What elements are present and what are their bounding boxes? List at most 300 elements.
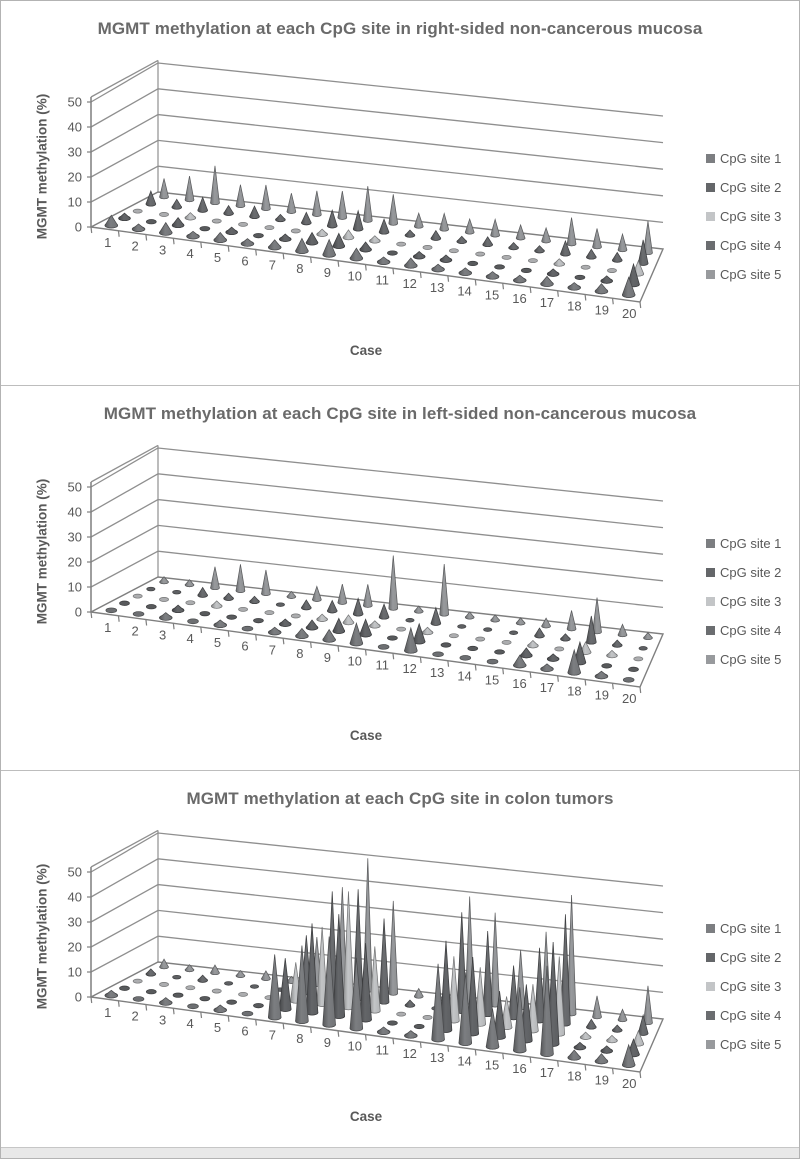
- wall-top-edge: [91, 445, 158, 482]
- cone: [160, 959, 169, 969]
- x-tick: [366, 1035, 367, 1041]
- x-tick-label: 10: [347, 268, 363, 284]
- x-tick-label: 13: [429, 1049, 445, 1065]
- x-tick: [448, 661, 449, 667]
- x-tick-label: 3: [159, 242, 167, 258]
- x-tick: [91, 997, 92, 1003]
- x-axis-title: Case: [349, 728, 383, 743]
- x-tick-label: 17: [539, 679, 555, 695]
- cone: [593, 228, 602, 248]
- cone-flat: [253, 1003, 263, 1007]
- cone-flat: [250, 985, 258, 989]
- cone: [389, 901, 398, 995]
- legend-swatch-icon: [706, 154, 715, 163]
- cone-flat: [186, 986, 195, 990]
- x-tick-label: 20: [622, 1076, 637, 1092]
- cone-flat: [468, 646, 478, 650]
- x-tick-label: 12: [402, 1046, 417, 1062]
- legend-label: CpG site 4: [720, 623, 782, 638]
- legend-item: [706, 972, 781, 1001]
- x-tick: [393, 1038, 394, 1044]
- x-tick: [558, 1061, 559, 1067]
- y-tick-label: 50: [67, 864, 82, 880]
- chart-title: MGMT methylation at each CpG site in left-sided non-cancerous mucosa: [103, 404, 697, 423]
- cone-flat: [227, 1000, 237, 1004]
- x-tick-label: 16: [512, 1061, 527, 1077]
- x-tick-label: 11: [375, 657, 389, 673]
- cone-flat: [502, 255, 511, 259]
- legend-label: CpG site 5: [720, 1037, 782, 1052]
- legend-item: [706, 529, 781, 558]
- chart-title: MGMT methylation at each CpG site in right-sided non-cancerous mucosa: [97, 19, 703, 38]
- cone-flat: [146, 604, 156, 608]
- y-tick-label: 10: [67, 194, 82, 210]
- x-tick: [558, 676, 559, 682]
- x-tick: [311, 642, 312, 648]
- y-axis-title: MGMT methylation (%): [34, 863, 50, 1010]
- cone-flat: [575, 275, 585, 279]
- x-axis-title: Case: [349, 343, 383, 358]
- cone-flat: [528, 259, 537, 263]
- x-tick-label: 1: [104, 234, 112, 250]
- legend-item: [706, 173, 781, 202]
- x-tick: [530, 1057, 531, 1063]
- legend-item: [706, 202, 781, 231]
- x-tick-label: 4: [186, 631, 194, 647]
- cone-flat: [458, 625, 466, 629]
- cone: [160, 178, 169, 198]
- cone-flat: [227, 615, 237, 619]
- cone-flat: [159, 212, 168, 216]
- cone: [236, 564, 245, 592]
- x-tick: [256, 1020, 257, 1026]
- x-tick: [393, 653, 394, 659]
- y-axis-title: MGMT methylation (%): [34, 478, 50, 625]
- y-tick-label: 40: [67, 504, 82, 520]
- x-tick: [338, 646, 339, 652]
- cone-flat: [433, 652, 444, 657]
- x-axis-title: Case: [349, 1109, 383, 1124]
- legend-swatch-icon: [706, 241, 715, 250]
- cone-flat: [238, 607, 247, 611]
- cone-chart-plot: [1, 386, 800, 748]
- legend-label: CpG site 5: [720, 652, 782, 667]
- cone: [363, 186, 372, 222]
- x-tick: [613, 298, 614, 304]
- x-tick: [585, 295, 586, 301]
- cone-flat: [212, 989, 221, 993]
- x-tick-label: 1: [104, 1004, 112, 1020]
- cone-flat: [607, 269, 616, 273]
- x-tick-label: 3: [159, 1012, 167, 1028]
- cone-flat: [133, 612, 144, 617]
- legend-label: CpG site 1: [720, 151, 782, 166]
- legend-swatch-icon: [706, 183, 715, 192]
- legend-swatch-icon: [706, 1040, 715, 1049]
- cone-flat: [133, 997, 144, 1002]
- legend-item: [706, 558, 781, 587]
- gridline: [91, 859, 663, 913]
- x-tick: [448, 1046, 449, 1052]
- chart-panel-right-sided-mucosa: [1, 1, 799, 386]
- cone-flat: [487, 659, 498, 664]
- x-tick-label: 4: [186, 246, 194, 262]
- chart-legend: [706, 529, 781, 674]
- x-tick-label: 8: [296, 646, 304, 662]
- cone: [261, 570, 270, 596]
- cone: [567, 611, 576, 631]
- cone-flat: [119, 986, 129, 990]
- legend-label: CpG site 2: [720, 565, 782, 580]
- x-tick-label: 14: [457, 1053, 472, 1069]
- cone-flat: [146, 219, 156, 223]
- x-tick-label: 11: [375, 1042, 389, 1058]
- legend-item: [706, 587, 781, 616]
- gridline: [91, 89, 663, 143]
- x-tick: [640, 687, 641, 693]
- x-tick: [448, 276, 449, 282]
- x-tick: [338, 261, 339, 267]
- x-tick: [283, 1023, 284, 1029]
- x-tick-label: 7: [268, 1027, 277, 1043]
- cone-flat: [253, 233, 263, 237]
- cone-flat: [224, 982, 232, 986]
- x-tick-label: 20: [622, 306, 637, 322]
- x-tick-label: 17: [539, 1064, 555, 1080]
- cone-flat: [133, 209, 142, 213]
- x-tick: [118, 231, 119, 237]
- x-tick: [585, 1065, 586, 1071]
- x-tick: [420, 272, 421, 278]
- cone-flat: [406, 618, 414, 622]
- cone-flat: [397, 242, 406, 246]
- x-tick-label: 5: [213, 634, 222, 650]
- legend-swatch-icon: [706, 626, 715, 635]
- cone: [542, 618, 551, 628]
- x-tick-label: 19: [594, 687, 610, 703]
- y-tick-label: 30: [67, 914, 82, 930]
- y-tick-label: 20: [67, 169, 82, 185]
- legend-item: [706, 231, 781, 260]
- x-tick: [503, 283, 504, 289]
- legend-swatch-icon: [706, 539, 715, 548]
- x-tick-label: 18: [567, 298, 582, 314]
- legend-item: [706, 914, 781, 943]
- x-tick: [640, 1072, 641, 1078]
- x-tick-label: 14: [457, 283, 472, 299]
- x-tick-label: 9: [323, 264, 331, 280]
- cone-flat: [397, 627, 406, 631]
- legend-label: CpG site 2: [720, 180, 782, 195]
- x-tick-label: 2: [131, 623, 139, 639]
- x-tick-label: 15: [484, 672, 500, 688]
- cone-flat: [159, 597, 168, 601]
- cone-flat: [238, 222, 247, 226]
- x-tick-label: 11: [375, 272, 389, 288]
- x-tick: [118, 616, 119, 622]
- y-tick-label: 40: [67, 889, 82, 905]
- legend-label: CpG site 3: [720, 209, 782, 224]
- cone: [389, 194, 398, 225]
- cone: [440, 564, 449, 616]
- x-tick-label: 19: [594, 1072, 610, 1088]
- cone: [593, 996, 602, 1019]
- gridline: [91, 833, 663, 886]
- cone-flat: [200, 996, 210, 1000]
- gridline: [91, 63, 663, 116]
- cone-flat: [188, 619, 199, 624]
- cone-flat: [173, 590, 181, 594]
- bottom-strip: [1, 1147, 799, 1158]
- cone: [185, 176, 194, 202]
- legend-label: CpG site 4: [720, 238, 782, 253]
- cone-flat: [495, 650, 505, 654]
- x-tick-label: 15: [484, 287, 500, 303]
- x-tick-label: 6: [241, 638, 249, 654]
- cone-flat: [484, 628, 492, 632]
- legend-swatch-icon: [706, 655, 715, 664]
- x-tick: [338, 1031, 339, 1037]
- y-tick-label: 50: [67, 479, 82, 495]
- x-tick: [146, 620, 147, 626]
- cone-flat: [291, 614, 300, 618]
- cone-flat: [521, 268, 531, 272]
- x-tick-label: 2: [131, 1008, 139, 1024]
- legend-item: [706, 1030, 781, 1059]
- cone-flat: [265, 611, 274, 615]
- legend-label: CpG site 4: [720, 1008, 782, 1023]
- cone-flat: [476, 637, 485, 641]
- cone-flat: [188, 1004, 199, 1009]
- cone: [211, 965, 220, 975]
- legend-swatch-icon: [706, 924, 715, 933]
- cone-flat: [159, 982, 168, 986]
- x-tick: [613, 1068, 614, 1074]
- x-tick: [201, 627, 202, 633]
- x-tick-label: 7: [268, 257, 277, 273]
- x-tick-label: 15: [484, 1057, 500, 1073]
- x-tick: [173, 623, 174, 629]
- x-tick: [530, 672, 531, 678]
- cone-flat: [133, 979, 142, 983]
- cone-flat: [449, 634, 458, 638]
- y-tick-label: 0: [74, 219, 82, 235]
- cone-flat: [242, 1011, 253, 1016]
- cone-flat: [495, 265, 505, 269]
- x-tick-label: 19: [594, 302, 610, 318]
- x-tick-label: 7: [268, 642, 277, 658]
- legend-label: CpG site 1: [720, 921, 782, 936]
- cone-flat: [253, 618, 263, 622]
- x-tick-label: 6: [241, 253, 249, 269]
- cone-flat: [186, 601, 195, 605]
- gridline: [91, 448, 663, 501]
- x-tick: [146, 235, 147, 241]
- x-tick: [283, 638, 284, 644]
- cone-flat: [460, 656, 471, 661]
- cone-flat: [200, 226, 210, 230]
- x-tick-label: 10: [347, 653, 363, 669]
- cone-flat: [147, 587, 155, 591]
- x-tick: [118, 1001, 119, 1007]
- x-tick: [256, 635, 257, 641]
- x-tick-label: 10: [347, 1038, 363, 1054]
- x-tick: [420, 1042, 421, 1048]
- cone-flat: [509, 631, 517, 635]
- cone-flat: [133, 594, 142, 598]
- cone: [236, 185, 245, 208]
- cone-flat: [629, 667, 639, 671]
- x-tick: [420, 657, 421, 663]
- x-tick: [530, 287, 531, 293]
- x-tick: [475, 665, 476, 671]
- x-tick-label: 4: [186, 1016, 194, 1032]
- cone-flat: [212, 219, 221, 223]
- cone-flat: [387, 636, 397, 640]
- legend-label: CpG site 3: [720, 979, 782, 994]
- legend-item: [706, 645, 781, 674]
- x-tick: [640, 302, 641, 308]
- cone-flat: [414, 1024, 424, 1028]
- x-tick: [366, 265, 367, 271]
- cone-flat: [387, 1021, 397, 1025]
- cone: [363, 584, 372, 607]
- x-tick-label: 12: [402, 276, 417, 292]
- x-tick-label: 12: [402, 661, 417, 677]
- cone-flat: [639, 646, 647, 650]
- y-axis-title: MGMT methylation (%): [34, 93, 50, 240]
- legend-label: CpG site 3: [720, 594, 782, 609]
- cone-flat: [623, 677, 634, 682]
- cone-flat: [423, 245, 432, 249]
- legend-swatch-icon: [706, 597, 715, 606]
- cone-flat: [276, 603, 284, 607]
- y-tick-label: 0: [74, 989, 82, 1005]
- x-tick: [366, 650, 367, 656]
- x-tick: [613, 683, 614, 689]
- x-tick-label: 2: [131, 238, 139, 254]
- chart-legend: [706, 914, 781, 1059]
- cone-chart-plot: [1, 771, 800, 1133]
- y-tick-label: 50: [67, 94, 82, 110]
- chart-panel-left-sided-mucosa: [1, 386, 799, 771]
- x-tick: [146, 1005, 147, 1011]
- y-tick-label: 10: [67, 964, 82, 980]
- y-tick-label: 10: [67, 579, 82, 595]
- legend-swatch-icon: [706, 953, 715, 962]
- x-tick: [201, 242, 202, 248]
- x-tick: [283, 253, 284, 259]
- y-tick-label: 0: [74, 604, 82, 620]
- x-tick-label: 17: [539, 294, 555, 310]
- cone-flat: [581, 265, 590, 269]
- legend-label: CpG site 2: [720, 950, 782, 965]
- wall-top-edge: [91, 60, 158, 97]
- cone-flat: [555, 647, 564, 651]
- legend-swatch-icon: [706, 1011, 715, 1020]
- x-tick: [173, 238, 174, 244]
- x-tick: [475, 280, 476, 286]
- y-tick-label: 20: [67, 554, 82, 570]
- cone: [440, 213, 449, 231]
- cone-flat: [602, 664, 612, 668]
- x-tick: [585, 680, 586, 686]
- cone-flat: [468, 261, 478, 265]
- x-tick-label: 20: [622, 691, 637, 707]
- legend-label: CpG site 1: [720, 536, 782, 551]
- legend-swatch-icon: [706, 982, 715, 991]
- cone-flat: [449, 249, 458, 253]
- chart-legend: [706, 144, 781, 289]
- cone: [491, 219, 500, 237]
- cone: [491, 913, 500, 1007]
- x-tick: [503, 668, 504, 674]
- legend-swatch-icon: [706, 568, 715, 577]
- cone: [389, 556, 398, 611]
- legend-item: [706, 1001, 781, 1030]
- cone-flat: [173, 993, 183, 997]
- legend-item: [706, 260, 781, 289]
- y-tick-label: 30: [67, 144, 82, 160]
- gridline: [91, 474, 663, 528]
- x-tick: [393, 268, 394, 274]
- cone-flat: [106, 608, 117, 613]
- x-tick: [201, 1012, 202, 1018]
- legend-item: [706, 616, 781, 645]
- cone-flat: [441, 643, 451, 647]
- legend-label: CpG site 5: [720, 267, 782, 282]
- cone-flat: [265, 226, 274, 230]
- x-tick-label: 18: [567, 1068, 582, 1084]
- chart-title: MGMT methylation at each CpG site in colon tumors: [186, 789, 614, 808]
- wall-top-edge: [91, 830, 158, 867]
- x-tick-label: 18: [567, 683, 582, 699]
- x-tick: [311, 257, 312, 263]
- cone-flat: [634, 657, 643, 661]
- cone: [414, 988, 423, 998]
- x-tick: [228, 246, 229, 252]
- x-tick: [475, 1050, 476, 1056]
- x-tick-label: 13: [429, 664, 445, 680]
- cone-flat: [291, 229, 300, 233]
- cone: [312, 191, 321, 217]
- cone-flat: [146, 989, 156, 993]
- x-tick-label: 1: [104, 619, 112, 635]
- x-tick-label: 3: [159, 627, 167, 643]
- x-tick-label: 14: [457, 668, 472, 684]
- x-tick: [256, 250, 257, 256]
- cone-flat: [397, 1012, 406, 1016]
- y-tick-label: 30: [67, 529, 82, 545]
- cone: [211, 567, 220, 590]
- cone-flat: [242, 626, 253, 631]
- x-tick-label: 9: [323, 649, 331, 665]
- y-tick-label: 20: [67, 939, 82, 955]
- legend-swatch-icon: [706, 270, 715, 279]
- x-tick: [311, 1027, 312, 1033]
- cone-flat: [387, 251, 397, 255]
- x-tick-label: 5: [213, 249, 222, 265]
- x-tick: [91, 227, 92, 233]
- cone-chart-plot: [1, 1, 800, 363]
- cone-flat: [476, 252, 485, 256]
- x-tick: [173, 1008, 174, 1014]
- x-tick-label: 6: [241, 1023, 249, 1039]
- cone-flat: [378, 645, 389, 650]
- cone: [338, 191, 347, 219]
- x-tick: [558, 291, 559, 297]
- x-tick: [91, 612, 92, 618]
